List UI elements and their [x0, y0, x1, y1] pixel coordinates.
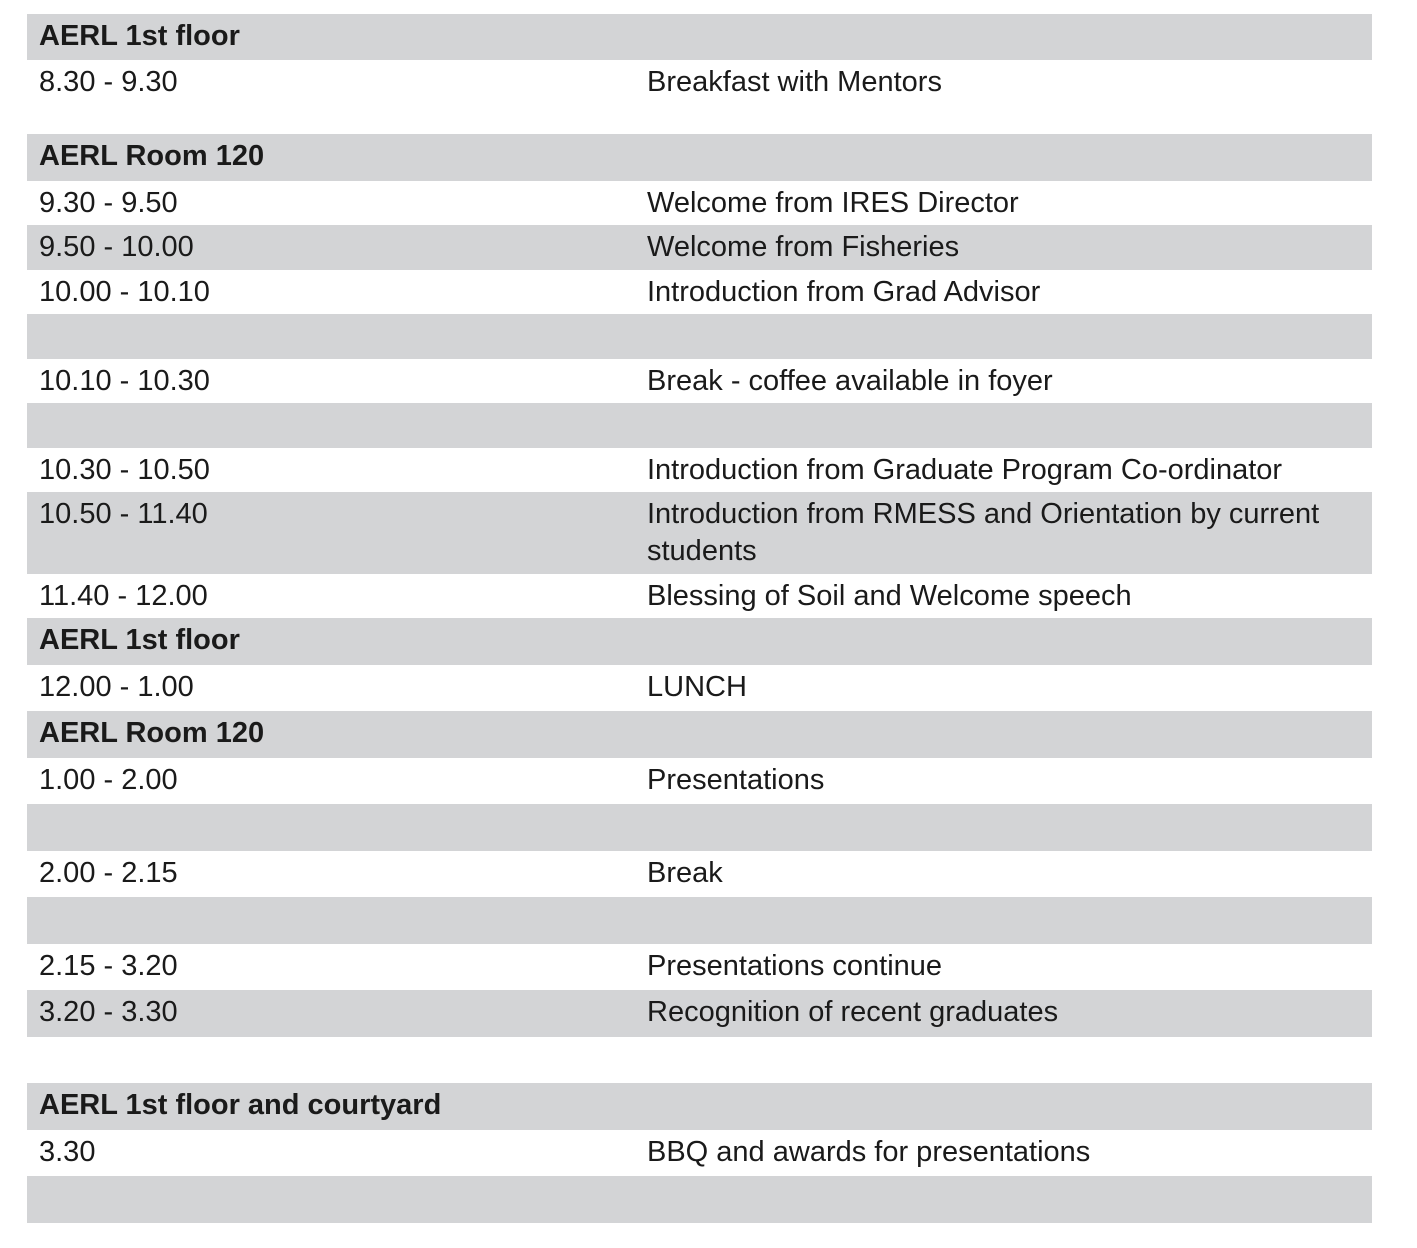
section-header: AERL 1st floor: [39, 624, 240, 656]
schedule-row: [27, 448, 1372, 492]
activity: Recognition of recent graduates: [647, 996, 1059, 1028]
activity: BBQ and awards for presentations: [647, 1136, 1091, 1168]
time-slot: 9.30 - 9.50: [39, 187, 178, 219]
section-header-row: [27, 1083, 1372, 1130]
blank-row: [27, 897, 1372, 944]
activity: Presentations continue: [647, 950, 943, 982]
blank-row: [27, 1176, 1372, 1223]
section-header-row: [27, 618, 1372, 665]
schedule-row: [27, 359, 1372, 403]
time-slot: 2.00 - 2.15: [39, 857, 178, 889]
section-header: AERL Room 120: [39, 140, 265, 172]
section-header: AERL Room 120: [39, 717, 265, 749]
time-slot: 10.50 - 11.40: [39, 498, 208, 530]
activity: Introduction from Graduate Program Co-ordinator: [647, 454, 1283, 486]
activity: Blessing of Soil and Welcome speech: [647, 580, 1132, 612]
schedule-row: [27, 181, 1372, 225]
time-slot: 9.50 - 10.00: [39, 231, 194, 263]
activity: Introduction from Grad Advisor: [647, 276, 1041, 308]
blank-row: [27, 804, 1372, 851]
time-slot: 10.00 - 10.10: [39, 276, 210, 308]
schedule-row: [27, 492, 1372, 574]
activity: Break: [647, 857, 723, 889]
schedule-row: [27, 225, 1372, 270]
schedule-row: [27, 944, 1372, 990]
activity: Breakfast with Mentors: [647, 66, 942, 98]
activity: Introduction from RMESS and Orientation by current students: [647, 498, 1320, 567]
time-slot: 3.20 - 3.30: [39, 996, 178, 1028]
blank-row: [27, 403, 1372, 448]
section-header-row: [27, 134, 1372, 181]
section-header: AERL 1st floor: [39, 20, 240, 52]
time-slot: 1.00 - 2.00: [39, 764, 178, 796]
section-header: AERL 1st floor and courtyard: [39, 1089, 442, 1121]
schedule-table: [27, 14, 1372, 1223]
time-slot: 10.30 - 10.50: [39, 454, 210, 486]
schedule-row: [27, 990, 1372, 1037]
activity: Welcome from IRES Director: [647, 187, 1019, 219]
schedule-row: [27, 665, 1372, 711]
schedule-row: [27, 1130, 1372, 1176]
time-slot: 2.15 - 3.20: [39, 950, 178, 982]
activity: LUNCH: [647, 671, 747, 703]
time-slot: 10.10 - 10.30: [39, 365, 210, 397]
section-header-row: [27, 711, 1372, 758]
schedule-row: [27, 60, 1372, 134]
time-slot: 12.00 - 1.00: [39, 671, 194, 703]
schedule-row: [27, 851, 1372, 897]
time-slot: 11.40 - 12.00: [39, 580, 208, 612]
blank-row: [27, 1037, 1372, 1083]
activity: Presentations: [647, 764, 825, 796]
time-slot: 8.30 - 9.30: [39, 66, 178, 98]
activity: Welcome from Fisheries: [647, 231, 960, 263]
activity: Break - coffee available in foyer: [647, 365, 1053, 397]
time-slot: 3.30: [39, 1136, 96, 1168]
schedule-row: [27, 574, 1372, 618]
section-header-row: [27, 14, 1372, 60]
schedule-row: [27, 270, 1372, 314]
schedule-row: [27, 758, 1372, 804]
blank-row: [27, 314, 1372, 359]
